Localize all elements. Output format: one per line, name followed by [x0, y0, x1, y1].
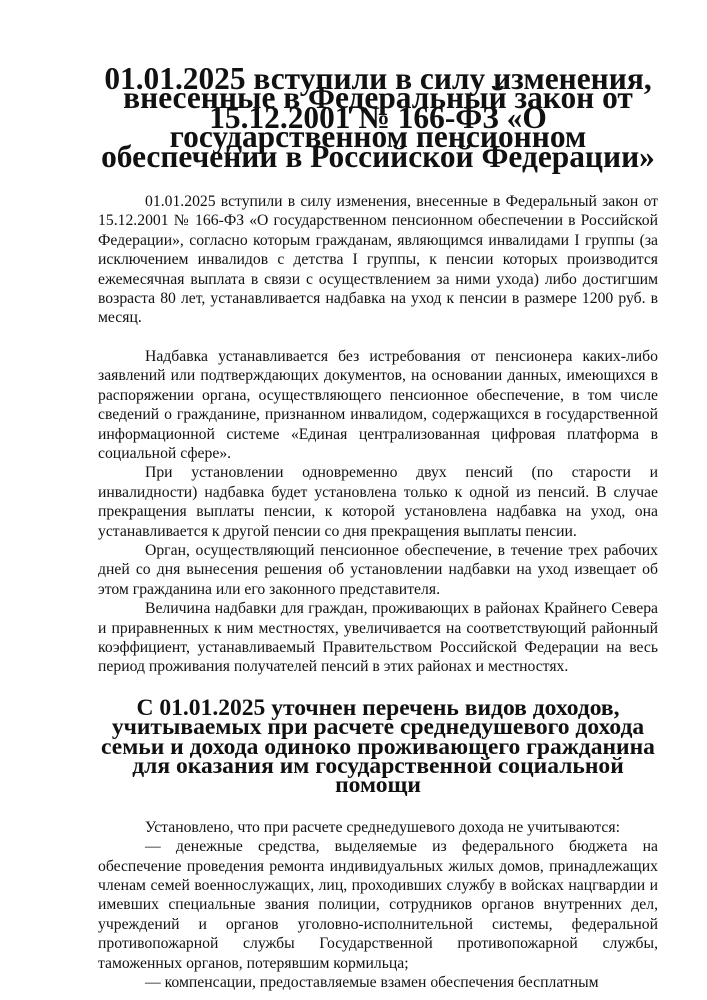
section-2-list-item-1: — денежные средства, выделяемые из федерального бюджета на обеспечение проведения ремонта индивидуальных жилых домов, принадлежащих членам семей военнослужащих, лиц, проходивших службу в войсках нацгвардии и имевших специальные звания полиции, сотрудников органов внутренних дел, учреждений и органов уголовно-исполнительной системы, федеральной противопожарной службы Государственной противопожарной службы, таможенных органов, потерявшим кормильца;: [98, 838, 658, 972]
section-1-paragraph-4: Орган, осуществляющий пенсионное обеспечение, в течение трех рабочих дней со дня вынесения решения об установлении надбавки на уход извещает об этом гражданина или его законного представителя.: [98, 541, 658, 598]
section-1-paragraph-3: При установлении одновременно двух пенсий (по старости и инвалидности) надбавка будет установлена только к одной из пенсий. В случае прекращения выплаты пенсии, к которой установлена надбавка на уход, она устанавливается к другой пенсии со дня прекращения выплаты пенсии.: [98, 464, 658, 540]
section-2-list-item-2: — компенсации, предоставляемые взамен обеспечения бесплатным: [145, 974, 599, 992]
section-2-title: С 01.01.2025 уточнен перечень видов доходов, учитываемых при расчете среднедушевого дохода семьи и дохода одиноко проживающего гражданина для оказания им государственной социальной помощи: [101, 694, 655, 799]
document-page: [98, 62, 658, 992]
section-1-paragraph-1: 01.01.2025 вступили в силу изменения, внесенные в Федеральный закон от 15.12.2001 № 166-ФЗ «О государственном пенсионном обеспечении в Российской Федерации», согласно которым гражданам, являющимся инвалидами I группы (за исключением инвалидов с детства I группы, к пенсии которых производится ежемесячная выплата в связи с осуществлением за ними ухода) либо достигшим возраста 80 лет, устанавливается надбавка на уход к пенсии в размере 1200 руб. в месяц.: [98, 193, 658, 327]
section-1-paragraph-2: Надбавка устанавливается без истребования от пенсионера каких-либо заявлений или подтверждающих документов, на основании данных, имеющихся в распоряжении органа, осуществляющего пенсионное обеспечение, в том числе сведений о гражданине, признанном инвалидом, содержащихся в государственной информационной системе «Единая централизованная цифровая платформа в социальной сфере».: [98, 347, 658, 462]
section-1-paragraph-5: Величина надбавки для граждан, проживающих в районах Крайнего Севера и приравненных к ним местностях, увеличивается на соответствующий районный коэффициент, устанавливаемый Правительством Российской Федерации на весь период проживания получателей пенсий в этих районах и местностях.: [98, 600, 658, 676]
section-1-title: 01.01.2025 вступили в силу изменения, внесенные в Федеральный закон от 15.12.2001 № 166-ФЗ «О государственном пенсионном обеспечении в Российской Федерации»: [101, 61, 655, 174]
section-2-paragraph-1: Установлено, что при расчете среднедушевого дохода не учитываются:: [145, 818, 620, 836]
spacer: [98, 328, 658, 347]
spacer: [98, 796, 658, 818]
